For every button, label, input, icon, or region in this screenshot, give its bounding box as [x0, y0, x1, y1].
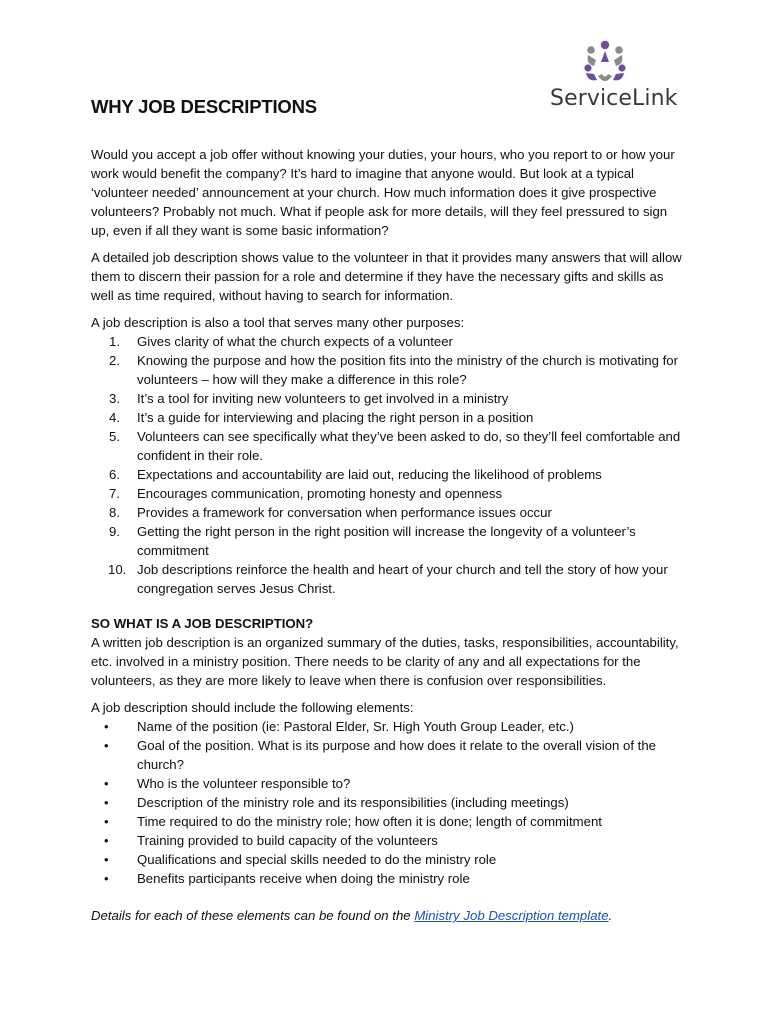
logo-wordmark: ServiceLink: [550, 86, 678, 111]
list-item-text: Gives clarity of what the church expects of a volunteer: [137, 334, 453, 349]
list-item-text: Who is the volunteer responsible to?: [137, 776, 351, 791]
list-item: [91, 389, 683, 408]
list-number: 10.: [108, 562, 127, 577]
list-item: [91, 812, 683, 831]
section-heading: SO WHAT IS A JOB DESCRIPTION?: [91, 616, 314, 631]
list-item-text: Expectations and accountability are laid out, reducing the likelihood of problems: [137, 467, 602, 482]
servicelink-logo: [546, 40, 678, 114]
list-item: [91, 560, 683, 598]
bullet-icon: •: [104, 719, 109, 734]
people-circle-icon: [580, 40, 630, 86]
list-item: [91, 484, 683, 503]
list-item: [91, 736, 683, 774]
list-item-text: Goal of the position. What is its purpose and how does it relate to the overall vision of the church?: [137, 738, 657, 772]
elements-intro: A job description should include the following elements:: [91, 700, 414, 715]
page-title: WHY JOB DESCRIPTIONS: [91, 96, 317, 117]
list-item: [91, 332, 683, 351]
list-number: 3.: [109, 391, 120, 406]
list-number: 7.: [109, 486, 120, 501]
list-item-text: Name of the position (ie: Pastoral Elder, Sr. High Youth Group Leader, etc.): [137, 719, 574, 734]
elements-list: [91, 717, 683, 888]
list-item: [91, 793, 683, 812]
list-item-text: Getting the right person in the right position will increase the longevity of a volunteer’s commitment: [137, 524, 636, 558]
document-body: [91, 145, 683, 925]
list-item: [91, 465, 683, 484]
list-item-text: It’s a tool for inviting new volunteers to get involved in a ministry: [137, 391, 509, 406]
definition-paragraph: A written job description is an organized summary of the duties, tasks, responsibilities, accountability, etc. involved in a ministry position. There needs to be clarity of any and all expectations for the volunteers, as they are more likely to leave when there is confusion over responsibilities.: [91, 635, 679, 688]
list-number: 1.: [109, 334, 120, 349]
list-item: [91, 503, 683, 522]
list-number: 5.: [109, 429, 120, 444]
bullet-icon: •: [104, 795, 109, 810]
list-item-text: Knowing the purpose and how the position fits into the ministry of the church is motivating for volunteers – how will they make a difference in this role?: [137, 353, 678, 387]
list-item: [91, 427, 683, 465]
list-item-text: Time required to do the ministry role; how often it is done; length of commitment: [137, 814, 602, 829]
bullet-icon: •: [104, 814, 109, 829]
bullet-icon: •: [104, 871, 109, 886]
closing-suffix: .: [608, 908, 613, 923]
list-number: 4.: [109, 410, 120, 425]
list-item-text: Encourages communication, promoting honesty and openness: [137, 486, 503, 501]
list-item-text: Qualifications and special skills needed to do the ministry role: [137, 852, 497, 867]
intro-paragraph-2: A detailed job description shows value to the volunteer in that it provides many answers that will allow them to discern their passion for a role and determine if they have the necessary gifts and skills as well as time required, without having to search for information.: [91, 250, 682, 303]
list-item-text: It’s a guide for interviewing and placing the right person in a position: [137, 410, 534, 425]
list-item-text: Benefits participants receive when doing the ministry role: [137, 871, 470, 886]
list-item: [91, 408, 683, 427]
bullet-icon: •: [104, 738, 109, 753]
purposes-intro: A job description is also a tool that serves many other purposes:: [91, 315, 465, 330]
list-item: [91, 522, 683, 560]
list-number: 6.: [109, 467, 120, 482]
list-item: [91, 774, 683, 793]
list-number: 8.: [109, 505, 120, 520]
list-item: [91, 869, 683, 888]
list-item-text: Description of the ministry role and its responsibilities (including meetings): [137, 795, 569, 810]
purposes-list: [91, 332, 683, 598]
closing-prefix: Details for each of these elements can be found on the: [91, 908, 415, 923]
list-item: [91, 717, 683, 736]
list-item: [91, 850, 683, 869]
intro-paragraph-1: Would you accept a job offer without knowing your duties, your hours, who you report to or how your work would benefit the company? It’s hard to imagine that anyone would. But look at a typical ‘volunteer needed’ announcement at your church. How much information does it give prospective volunteers? Probably not much. What if people ask for more details, will they feel pressured to sign up, even if all they want is some basic information?: [91, 147, 675, 238]
list-item-text: Provides a framework for conversation when performance issues occur: [137, 505, 552, 520]
list-number: 9.: [109, 524, 120, 539]
list-item-text: Volunteers can see specifically what they’ve been asked to do, so they’ll feel comfortable and confident in their role.: [137, 429, 681, 463]
list-item: [91, 831, 683, 850]
closing-note: [91, 906, 683, 925]
bullet-icon: •: [104, 852, 109, 867]
list-item: [91, 351, 683, 389]
list-item-text: Job descriptions reinforce the health and heart of your church and tell the story of how your congregation serves Jesus Christ.: [137, 562, 668, 596]
list-item-text: Training provided to build capacity of the volunteers: [137, 833, 438, 848]
list-number: 2.: [109, 353, 120, 368]
bullet-icon: •: [104, 776, 109, 791]
template-link[interactable]: Ministry Job Description template: [414, 908, 609, 923]
bullet-icon: •: [104, 833, 109, 848]
